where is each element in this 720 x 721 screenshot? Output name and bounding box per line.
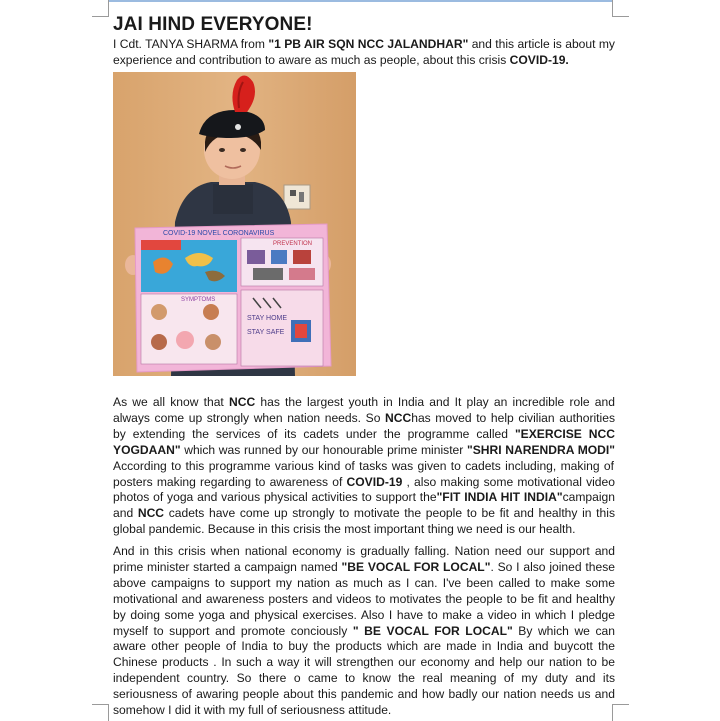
bold-covid: COVID-19 xyxy=(346,474,403,489)
crop-mark-bottom-left xyxy=(92,704,109,721)
poster-prevention-text: PREVENTION xyxy=(273,241,313,247)
bold-fit-india: "FIT INDIA HIT INDIA" xyxy=(436,490,563,505)
bold-exercise-name: "EXERCISE NCC YOGDAAN" xyxy=(113,426,615,457)
bold-campaign-name: "BE VOCAL FOR LOCAL" xyxy=(341,559,491,574)
intro-paragraph xyxy=(113,37,615,68)
bold-campaign-name: " BE VOCAL FOR LOCAL" xyxy=(352,623,513,638)
intro-text: I Cdt. TANYA SHARMA from xyxy=(113,37,269,51)
intro-squadron: "1 PB AIR SQN NCC JALANDHAR" xyxy=(268,37,469,51)
paragraph-text: has moved to help civilian authorities by extending the services of its cadets under the programme called xyxy=(113,410,616,441)
page-top-border xyxy=(108,0,612,2)
body-paragraph-ncc xyxy=(113,395,615,538)
page-title: JAI HIND EVERYONE! xyxy=(113,14,313,35)
paragraph-text: As we all know that xyxy=(113,395,229,409)
cadet-photo xyxy=(113,72,356,376)
bold-ncc: NCC xyxy=(385,410,412,425)
paragraph-text: campaign and xyxy=(113,490,616,521)
paragraph-text: , also making some motivational video photos of yoga and various physical activities to support the xyxy=(113,474,615,505)
poster-title-text: COVID-19 NOVEL CORONAVIRUS xyxy=(163,230,275,237)
paragraph-text: . So I also joined these above campaigns to support my nation as much as I can. I've been called to make some motivational and awareness posters and videos to motivates the people to be fit and healthy by doing some yoga and physical exercises. Also I have to make a video in which I pledge myself to support and promote conciously xyxy=(113,559,615,638)
paragraph-text: And in this crisis when national economy is gradually falling. Nation need our support and prime minister started a campaign named xyxy=(113,544,615,574)
crop-mark-top-left xyxy=(92,0,109,17)
poster-stay-safe-text: STAY SAFE xyxy=(247,329,285,336)
bold-ncc: NCC xyxy=(137,506,165,521)
paragraph-text: has the largest youth in India and It play an incredible role and always come up strongly when nation needs. So xyxy=(113,395,615,425)
paragraph-text: According to this programme various kind of tasks was given to cadets including, making of posters making regarding to awareness of xyxy=(113,458,615,489)
bold-prime-minister: "SHRI NARENDRA MODI" xyxy=(466,442,616,457)
paragraph-text: which was runned by our honourable prime minister xyxy=(180,442,467,457)
intro-text: and this article is about my experience and contribution to aware as much as people, about this crisis xyxy=(113,37,615,67)
intro-covid: COVID-19. xyxy=(509,52,569,67)
bold-ncc: NCC xyxy=(228,395,256,409)
poster-symptoms-text: SYMPTOMS xyxy=(181,297,216,303)
paragraph-text: cadets have come up strongly to motivate the people to be fit and healthy in this global pandemic. Because in this crisis the most important thing we need is our health. xyxy=(113,506,615,537)
body-paragraph-vocal-for-local xyxy=(113,544,615,719)
crop-mark-top-right xyxy=(612,0,629,17)
poster-stay-home-text: STAY HOME xyxy=(247,315,288,322)
paragraph-text: By which we can aware other people of India to buy the products which are made in India and buycott the Chinese products . In such a way it will strengthen our economy and help our nation to be independent country. So there o came to know the real meaning of my duty and its seriousness of awaring people about this pandemic and how badly our nation needs us and somehow I did it with my full of seriousness attitude. xyxy=(113,623,615,718)
